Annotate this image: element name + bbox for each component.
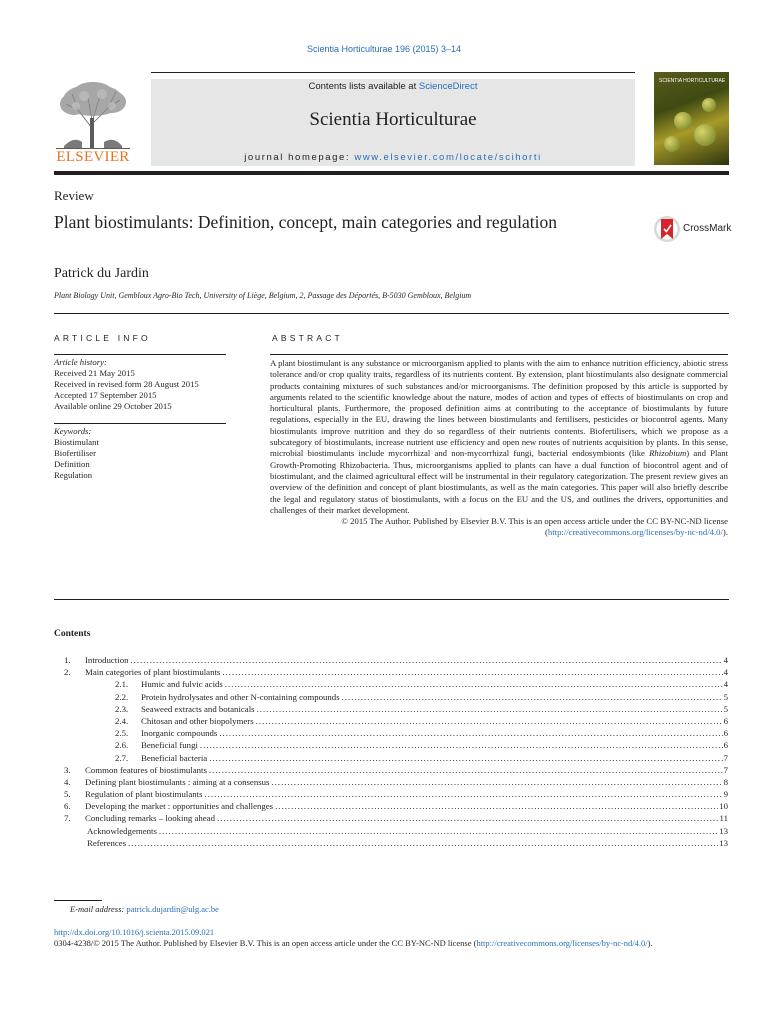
footnote-rule bbox=[54, 900, 102, 901]
toc-entry-title[interactable]: Main categories of plant biostimulants bbox=[85, 667, 221, 678]
abstract-license bbox=[270, 516, 728, 539]
cover-title: SCIENTIA HORTICULTURAE bbox=[659, 78, 726, 84]
toc-entry[interactable] bbox=[54, 837, 728, 849]
toc-entry[interactable] bbox=[54, 691, 728, 703]
copyright-notice bbox=[54, 938, 730, 949]
homepage-prefix: journal homepage: bbox=[244, 152, 355, 163]
cover-fruit bbox=[664, 136, 680, 152]
toc-entry[interactable] bbox=[54, 678, 728, 690]
toc-entry-page[interactable]: 4 bbox=[723, 655, 728, 665]
toc-entry-line bbox=[87, 837, 728, 849]
author-affiliation: Plant Biology Unit, Gembloux Agro-Bio Tech, University of Liège, Belgium, 2, Passage des Déportés, B-5030 Gembloux, Belgium bbox=[54, 291, 472, 300]
toc-entry-line bbox=[141, 727, 728, 739]
section-divider bbox=[54, 313, 729, 314]
contents-availability bbox=[151, 81, 635, 92]
toc-entry-page[interactable]: 10 bbox=[719, 801, 728, 812]
toc-entry[interactable] bbox=[54, 727, 728, 739]
toc-entry-number: 2.1. bbox=[115, 679, 129, 690]
toc-entry-title[interactable]: Common features of biostimulants bbox=[85, 764, 207, 775]
toc-leader-dots bbox=[209, 764, 723, 776]
toc-entry-title[interactable]: Humic and fulvic acids bbox=[141, 679, 223, 690]
journal-citation[interactable]: Scientia Horticulturae 196 (2015) 3–14 bbox=[306, 44, 462, 54]
toc-entry-number: 3. bbox=[64, 764, 71, 775]
license-link[interactable]: http://creativecommons.org/licenses/by-nc-nd/4.0/ bbox=[547, 527, 723, 538]
crossmark-badge[interactable] bbox=[653, 213, 733, 245]
toc-entry[interactable] bbox=[54, 703, 728, 715]
doi-link[interactable]: http://dx.doi.org/10.1016/j.scienta.2015.09.021 bbox=[54, 927, 215, 937]
toc-entry[interactable] bbox=[54, 764, 728, 776]
toc-entry[interactable] bbox=[54, 752, 728, 764]
cover-fruit bbox=[702, 98, 716, 112]
toc-entry-page[interactable]: 9 bbox=[723, 789, 728, 800]
sciencedirect-link[interactable]: ScienceDirect bbox=[418, 81, 478, 92]
article-type: Review bbox=[54, 188, 94, 203]
keywords-label: Keywords: bbox=[54, 426, 92, 436]
toc-entry-line bbox=[85, 800, 728, 812]
article-info-heading: ARTICLE INFO bbox=[54, 333, 151, 343]
header-top-rule bbox=[151, 72, 635, 73]
toc-entry-number: 2.6. bbox=[115, 740, 129, 751]
keyword-item: Definition bbox=[54, 459, 90, 469]
toc-entry-number: 4. bbox=[64, 776, 71, 787]
contents-heading: Contents bbox=[54, 629, 91, 639]
toc-leader-dots bbox=[159, 825, 718, 837]
abstract-heading: ABSTRACT bbox=[272, 333, 343, 343]
toc-leader-dots bbox=[200, 739, 723, 751]
license-suffix: ). bbox=[722, 527, 728, 538]
toc-entry-line bbox=[141, 703, 728, 715]
toc-leader-dots bbox=[217, 812, 719, 824]
toc-leader-dots bbox=[271, 776, 722, 788]
cover-fruit bbox=[674, 112, 692, 130]
history-online: Available online 29 October 2015 bbox=[54, 401, 172, 411]
toc-leader-dots bbox=[222, 666, 722, 678]
journal-info-box bbox=[151, 79, 635, 166]
toc-entry-page[interactable]: 5 bbox=[723, 703, 728, 714]
keyword-item: Regulation bbox=[54, 470, 93, 480]
contents-prefix: Contents lists available at bbox=[308, 81, 419, 92]
toc-entry-page[interactable]: 6 bbox=[723, 715, 728, 726]
keywords-rule bbox=[54, 423, 226, 424]
journal-title: Scientia Horticulturae bbox=[309, 109, 477, 130]
email-label: E-mail address: bbox=[70, 904, 127, 914]
toc-entry[interactable] bbox=[54, 666, 728, 678]
author-email bbox=[70, 904, 219, 914]
toc-entry-line bbox=[141, 678, 728, 690]
crossmark-label: CrossMark bbox=[683, 223, 732, 234]
toc-entry-line bbox=[141, 691, 728, 703]
toc-entry-title[interactable]: Acknowledgements bbox=[87, 825, 157, 836]
toc-entry-line bbox=[85, 654, 728, 666]
elsevier-tree-icon bbox=[54, 80, 132, 150]
toc-entry[interactable] bbox=[54, 812, 728, 824]
history-accepted: Accepted 17 September 2015 bbox=[54, 390, 157, 400]
toc-entry-line bbox=[85, 666, 728, 678]
toc-entry-title[interactable]: Concluding remarks – looking ahead bbox=[85, 813, 215, 824]
toc-entry[interactable] bbox=[54, 715, 728, 727]
toc-entry-page[interactable]: 7 bbox=[723, 752, 728, 763]
toc-entry-page[interactable]: 5 bbox=[723, 691, 728, 702]
toc-leader-dots bbox=[209, 752, 722, 764]
crossmark-icon bbox=[653, 213, 681, 245]
elsevier-logo[interactable] bbox=[54, 80, 132, 166]
journal-homepage bbox=[151, 152, 635, 163]
toc-entry-page[interactable]: 7 bbox=[723, 764, 728, 775]
toc-entry-page[interactable]: 4 bbox=[723, 679, 728, 690]
toc-entry-title[interactable]: Defining plant biostimulants : aiming at a consensus bbox=[85, 776, 270, 787]
toc-entry-page[interactable]: 11 bbox=[719, 813, 728, 824]
toc-entry-line bbox=[141, 752, 728, 764]
keyword-item: Biostimulant bbox=[54, 437, 99, 447]
toc-entry-page[interactable]: 6 bbox=[723, 728, 728, 739]
toc-entry-page[interactable]: 8 bbox=[723, 776, 728, 787]
history-received: Received 21 May 2015 bbox=[54, 368, 135, 378]
toc-entry-title[interactable]: Chitosan and other biopolymers bbox=[141, 715, 254, 726]
toc-entry-title[interactable]: Beneficial fungi bbox=[141, 740, 198, 751]
toc-entry-number: 5. bbox=[64, 789, 71, 800]
toc-entry-line bbox=[87, 825, 728, 837]
toc-entry-number: 2.5. bbox=[115, 728, 129, 739]
cover-fruit bbox=[694, 124, 716, 146]
copyright-suffix: ). bbox=[647, 938, 653, 948]
toc-entry-number: 2.3. bbox=[115, 703, 129, 714]
toc-entry-title[interactable]: Developing the market : opportunities and challenges bbox=[85, 801, 274, 812]
author-name: Patrick du Jardin bbox=[54, 266, 149, 281]
section-divider bbox=[54, 599, 729, 600]
toc-leader-dots bbox=[225, 678, 723, 690]
header-bottom-rule bbox=[54, 171, 729, 175]
toc-entry-line bbox=[85, 812, 728, 824]
article-history bbox=[54, 357, 229, 412]
toc-entry-number: 2.7. bbox=[115, 752, 129, 763]
toc-entry[interactable] bbox=[54, 739, 728, 751]
toc-entry-page[interactable]: 13 bbox=[719, 825, 728, 836]
toc-entry-title[interactable]: Regulation of plant biostimulants bbox=[85, 789, 203, 800]
keywords bbox=[54, 426, 229, 481]
toc-leader-dots bbox=[257, 703, 723, 715]
toc-leader-dots bbox=[275, 800, 718, 812]
toc-entry-title[interactable]: Protein hydrolysates and other N-containing compounds bbox=[141, 691, 340, 702]
license-text: © 2015 The Author. Published by Elsevier B.V. This is an open access article under the CC BY-NC-ND license ( bbox=[341, 516, 728, 538]
toc-leader-dots bbox=[128, 837, 718, 849]
article-info-rule bbox=[54, 354, 226, 355]
history-label: Article history: bbox=[54, 357, 107, 367]
toc-leader-dots bbox=[219, 727, 722, 739]
email-link[interactable]: patrick.dujardin@ulg.ac.be bbox=[126, 904, 219, 914]
abstract-body bbox=[270, 358, 728, 539]
toc-leader-dots bbox=[256, 715, 723, 727]
abstract-rule bbox=[270, 354, 728, 355]
toc-entry-title[interactable]: References bbox=[87, 837, 127, 848]
toc-entry-title[interactable]: Introduction bbox=[85, 655, 129, 665]
toc-entry-number: 6. bbox=[64, 801, 71, 812]
toc-entry-number: 2.4. bbox=[115, 715, 129, 726]
toc-entry-line bbox=[141, 715, 728, 727]
journal-cover-image[interactable] bbox=[654, 72, 729, 165]
toc-entry-line bbox=[85, 788, 728, 800]
table-of-contents bbox=[54, 654, 728, 849]
toc-entry-line bbox=[85, 764, 728, 776]
keyword-item: Biofertiliser bbox=[54, 448, 96, 458]
homepage-link[interactable]: www.elsevier.com/locate/scihorti bbox=[354, 152, 542, 163]
elsevier-wordmark: ELSEVIER bbox=[56, 149, 130, 165]
toc-entry[interactable] bbox=[54, 776, 728, 788]
toc-entry[interactable] bbox=[54, 825, 728, 837]
toc-entry[interactable] bbox=[54, 654, 728, 666]
toc-entry-title[interactable]: Inorganic compounds bbox=[141, 728, 218, 739]
toc-entry-number: 1. bbox=[64, 655, 71, 665]
toc-entry-title[interactable]: Seaweed extracts and botanicals bbox=[141, 703, 255, 714]
abstract-text-cont: ) and Plant Growth-Promoting Rhizobacteria. Thus, microorganisms applied to plants can have a dual function of biocontrol agent and of biostimulant, and the claimed agricultural effect will be instrumental in their regulatory categorization. The present review gives an overview of the definition and concept of plant biostimulants, as well as the main categories. This paper will also briefly describe the legal and regulatory status of biostimulants, with a focus on the EU and the US, and outlines the drivers, opportunities and challenges of their market development. bbox=[270, 448, 729, 515]
toc-entry-line bbox=[141, 739, 728, 751]
abstract-text: A plant biostimulant is any substance or microorganism applied to plants with the aim to enhance nutrition efficiency, abiotic stress tolerance and/or crop quality traits, regardless of its nutrients content. By extension, plant biostimulants also designate commercial products containing mixtures of such substances and/or microorganisms. The definition proposed by this article is supported by arguments related to the scientific knowledge about the nature, modes of action and types of effects of biostimulants on crop and horticultural plants. Furthermore, the proposed definition aims at contributing to the acceptance of biostimulants by future regulations, especially in the EU, drawing the lines between biostimulants and fertilisers, pesticides or biocontrol agents. Many biostimulants improve nutrition and they do so regardless of their nutrients contents. Biofertilisers, which we propose as a subcategory of biostimulants, increase nutrient use efficiency and open new routes of nutrients acquisition by plants. In this sense, microbial biostimulants include mycorrhizal and non-mycorrhizal fungi, bacterial endosymbionts (like bbox=[270, 358, 728, 459]
toc-entry-number: 2.2. bbox=[115, 691, 129, 702]
toc-entry-line bbox=[85, 776, 728, 788]
abstract-italic-term: Rhizobium bbox=[649, 448, 687, 459]
journal-header bbox=[54, 72, 729, 170]
toc-leader-dots bbox=[342, 691, 723, 703]
toc-entry-page[interactable]: 4 bbox=[723, 667, 728, 678]
toc-entry[interactable] bbox=[54, 788, 728, 800]
article-title: Plant biostimulants: Definition, concept, main categories and regulation bbox=[54, 212, 558, 232]
toc-entry-number: 7. bbox=[64, 813, 71, 824]
history-revised: Received in revised form 28 August 2015 bbox=[54, 379, 199, 389]
toc-entry-title[interactable]: Beneficial bacteria bbox=[141, 752, 208, 763]
toc-entry[interactable] bbox=[54, 800, 728, 812]
toc-entry-number: 2. bbox=[64, 667, 71, 678]
copyright-text: 0304-4238/© 2015 The Author. Published by Elsevier B.V. This is an open access article under the CC BY-NC-ND license ( bbox=[54, 938, 477, 948]
copyright-license-link[interactable]: http://creativecommons.org/licenses/by-nc-nd/4.0/ bbox=[476, 938, 648, 948]
toc-leader-dots bbox=[131, 654, 723, 666]
toc-leader-dots bbox=[205, 788, 723, 800]
toc-entry-page[interactable]: 13 bbox=[719, 837, 728, 848]
toc-entry-page[interactable]: 6 bbox=[723, 740, 728, 751]
